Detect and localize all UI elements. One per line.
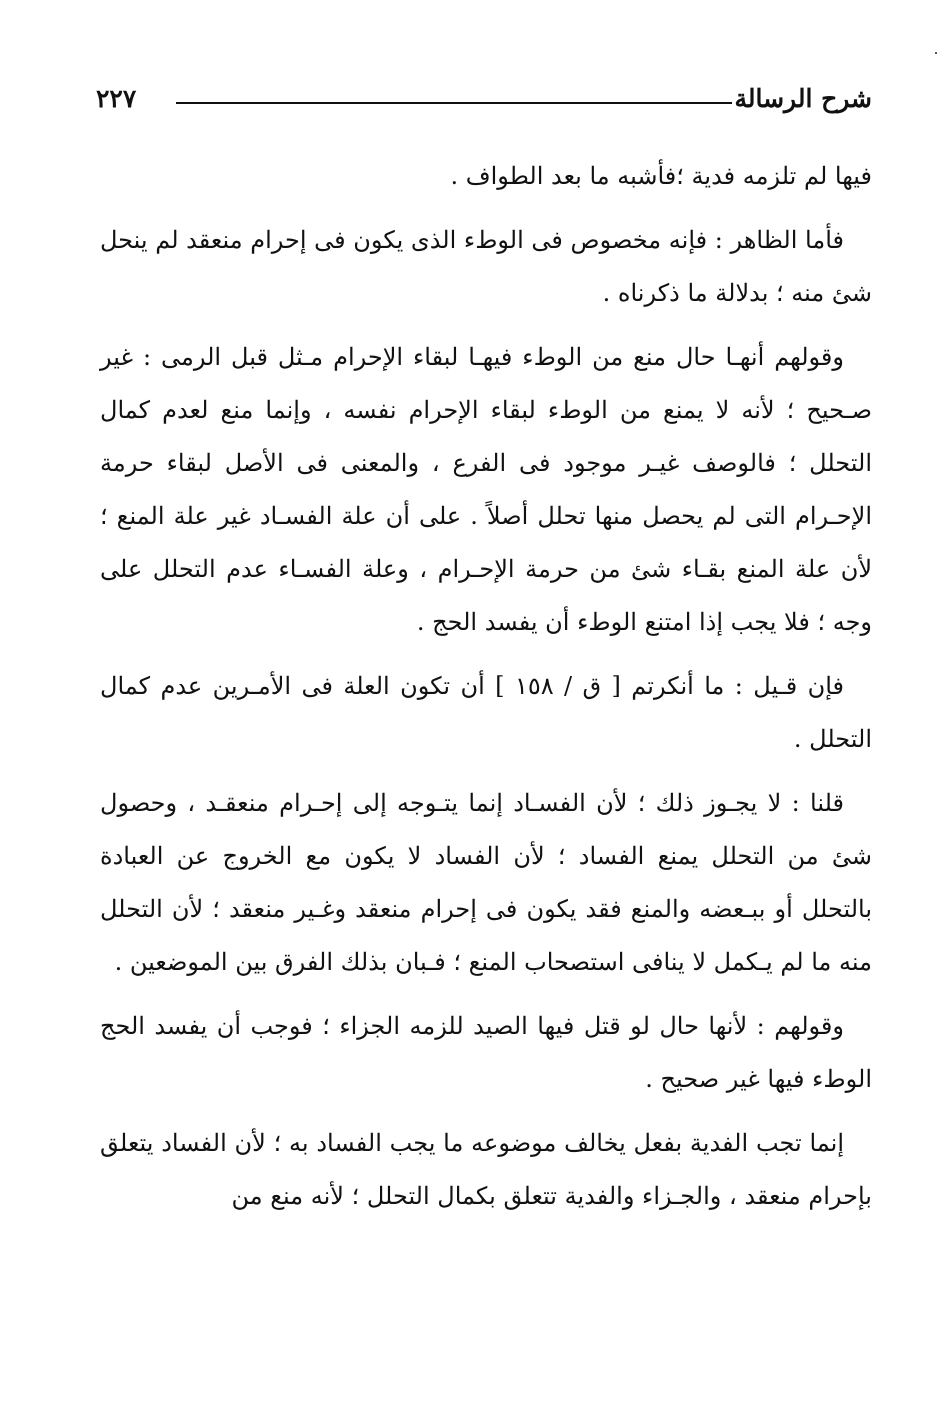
paragraph-5: قلنا : لا يجـوز ذلك ؛ لأن الفسـاد إنما يتـوجه إلى إحـرام منعقـد ، وحصول شئ من التحلل يمنع الفساد ؛ لأن الفساد لا يكون مع الخروج عن العبادة بالتحلل أو ببـعضه والمنع فقد يكون فى إحرام منعقد وغـير منعقد ؛ لأن التحلل منه ما لم يـكمل لا ينافى استصحاب المنع ؛ فـبان بذلك الفرق بين الموضعين . (100, 789, 873, 976)
margin-mark (935, 52, 937, 54)
paragraph-1: فيها لم تلزمه فدية ؛فأشبه ما بعد الطواف . (450, 162, 872, 190)
body-text (100, 150, 872, 1234)
header-rule (176, 102, 732, 104)
paragraph-4: فإن قـيل : ما أنكرتم [ ق / ١٥٨ ] أن تكون العلة فى الأمـرين عدم كمال التحلل . (100, 672, 872, 753)
paragraph-7: إنما تجب الفدية بفعل يخالف موضوعه ما يجب الفساد به ؛ لأن الفساد يتعلق بإحرام منعقد ، والجـزاء والفدية تتعلق بكمال التحلل ؛ لأنه منع من (100, 1129, 872, 1210)
running-title: شرح الرسالة (734, 84, 872, 113)
page-number: ٢٢٧ (96, 84, 137, 113)
page-header (96, 84, 872, 124)
paragraph-2: فأما الظاهر : فإنه مخصوص فى الوطء الذى يكون فى إحرام منعقد لم ينحل شئ منه ؛ بدلالة ما ذكرناه . (100, 226, 872, 307)
paragraph-3: وقولهم أنهـا حال منع من الوطء فيهـا لبقاء الإحرام مـثل قبل الرمى : غير صـحيح ؛ لأنه لا يمنع من الوطء لبقاء الإحرام نفسه ، وإنما منع لعدم كمال التحلل ؛ فالوصف غيـر موجود فى الفرع ، والمعنى فى الأصل لبقاء حرمة الإحـرام التى لم يحصل منها تحلل أصلاً . على أن علة الفسـاد غير علة المنع ؛ لأن علة المنع بقـاء شئ من حرمة الإحـرام ، وعلة الفسـاء عدم التحلل على وجه ؛ فلا يجب إذا امتنع الوطء أن يفسد الحج . (100, 343, 872, 636)
paragraph-6: وقولهم : لأنها حال لو قتل فيها الصيد للزمه الجزاء ؛ فوجب أن يفسد الحج الوطء فيها غير صحيح . (100, 1012, 872, 1093)
